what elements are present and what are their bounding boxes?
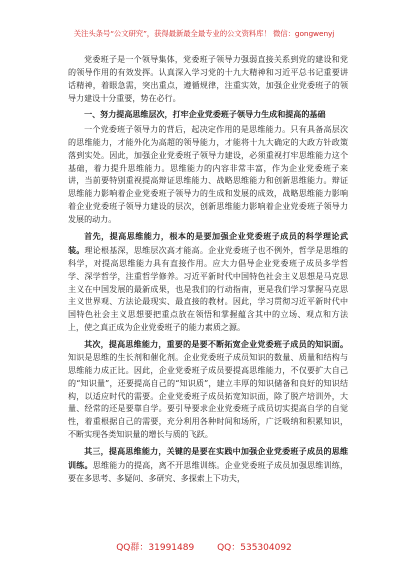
paragraph-text: 知识是思维的生长剂和催化剂。企业党委班子成员知识的数量、质量和结构与思维能力成正比。因此，企业党委班子成员要提高思维能力，不仅要扩大自己的“知识量”，还要提高自己的“知识质”，建立丰厚的知识储备和良好的知识结构，以适应时代的需要。企业党委班子成员拓宽知识面，除了脱产培训外，大量、经常的还是要靠自学。要引导要求企业党委班子成员切实提高自学的自觉性，着重根据自己的需要，充分利用各种时间和场所，广泛吸纳和积累知识，不断实现各类知识量的增长与质的飞跃。 <box>68 352 348 440</box>
paragraph-third <box>68 445 348 486</box>
paragraph-second <box>68 338 348 442</box>
section-paragraph: 一个党委班子领导力的背后，起决定作用的是思维能力。只有具备高层次的思维能力，才能外化为高超的领导能力，才能将十九大确定的大政方针政策落到实处。因此，加强企业党委班子领导力建设，必须重视打牢思维能力这个基础，着力提升思维能力。思维能力的内容非常丰富，作为企业党委班子来讲，当前要特别重视提高辩证思维能力、战略思维能力和创新思维能力。辩证思维能力影响着企业党委班子领导力的生成和发展的成效，战略思维能力影响着企业党委班子领导力建设的层次，创新思维能力影响着企业党委班子领导力发展的动力。 <box>68 124 348 225</box>
document-body <box>68 54 348 488</box>
footer-qq-group: QQ群：31991489 <box>116 543 195 553</box>
header-banner: 关注头条号“公文研究”，获得最新最全最专业的公文资料库！ 微信：gongwenyj <box>73 29 335 38</box>
paragraph-text: 思维能力的提高，离不开思维训练。企业党委班子成员加强思维训练，要在多思考、多疑问、多研究、多探索上下功夫， <box>68 460 349 483</box>
footer-contacts <box>0 540 408 553</box>
intro-paragraph: 党委班子是一个领导集体，党委班子领导力强弱直接关系到党的建设和党的领导作用的有效发挥。认真深入学习党的十九大精神和习近平总书记重要讲话精神，着眼急需，突出重点，遵循规律，注重实效，加强企业党委班子的领导力建设十分重要，势在必行。 <box>68 55 348 103</box>
paragraph-lead: 其三，提高思维能力，关键的是要在实践中加强企业党委班子成员的思维训练。 <box>68 445 348 470</box>
paragraph-text: 理论根基深，思维层次高才能高。企业党委班子也不例外，哲学是思维的科学，对提高思维能力具有直接作用。应大力倡导企业党委班子成员多学哲学、深学哲学，注重哲学修养。习近平新时代中国特色社会主义思想是马克思主义在中国发展的最新成果，也是我们的行动指南，更是我们学习掌握马克思主义世界观、方法论最现实、最直接的教材。因此，学习贯彻习近平新时代中国特色社会主义思想要把重点放在领悟和掌握蕴含其中的立场、观点和方法上，使之真正成为企业党委班子的能力素质之源。 <box>68 245 349 333</box>
footer-qq: QQ：535304092 <box>217 543 292 553</box>
paragraph-lead: 其次，提高思维能力，重要的是要不断拓宽企业党委班子成员的知识面。 <box>84 338 348 349</box>
paragraph-first <box>68 230 348 335</box>
paragraph-lead: 首先，提高思维能力，根本的是要加强企业党委班子成员的科学理论武装。 <box>68 230 348 255</box>
section-heading: 一、努力提高思维层次，打牢企业党委班子领导力生成和提高的基础 <box>84 109 326 120</box>
